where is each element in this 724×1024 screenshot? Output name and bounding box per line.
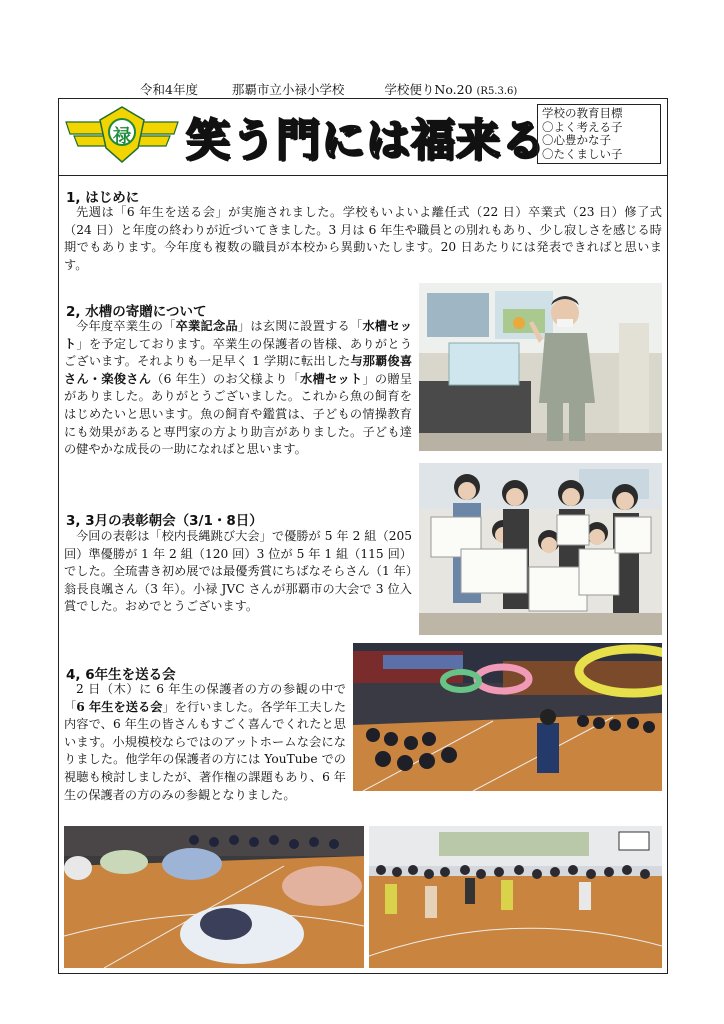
shishi-dance-photo [64,826,364,968]
newsletter-header [140,80,517,98]
intro-paragraph: 先週は「6 年生を送る会」が実施されました。学校もいよいよ離任式（22 日）卒業式（23 日）修了式（24 日）と年度の終わりが近づいてきました。3 月は 6 年生や職員との別れもあり、少し寂しさを感じる時期でもあります。今年度も複数の職員が本校から異動いたします。20 日あたりには発表できればと思います。 [64,205,662,272]
farewell-party-photo [353,643,662,791]
section-heading-intro: 1, はじめに [66,190,140,206]
issue-date: (R5.3.6) [476,86,518,97]
header-divider [58,175,668,176]
section-heading-farewell: 4, 6年生を送る会 [66,667,176,683]
school-name: 那覇市立小禄小学校 [231,82,345,97]
highlight-donor-names: 与那覇俊喜さん・楽俊さん [64,354,413,386]
aquarium-paragraph: 今年度卒業生の「卒業記念品」は玄関に設置する「水槽セット」を予定しております。卒業生の保護者の皆様、ありがとうございます。それよりも一足早く 1 学期に転出した与那覇俊喜さん・楽俊さん（6 年生）のお父様より「水槽セット」の贈呈がありました。ありがとうございました。これから魚の飼育をはじめたいと思います。魚の飼育や鑑賞は、子どもの情操教育にも効果があると専門家の方より助言がありました。子ども達の健やかな成長の一助になればと思います。 [64,319,413,457]
gym-dance-photo [369,826,662,968]
newsletter-number: 学校便りNo.20 [384,82,473,97]
education-goals-box [537,104,661,164]
award-students-photo [419,463,662,635]
farewell-paragraph-top: 2 日（木）に 6 年生の保護者の方の参観の中で「6 年生を送る会」を行いました。各学年工夫した内容で、6 年生の皆さんもすごく喜んでくれたと思います。小規模校ならではのアットホームな会になりました。他学年の保護者の方には YouTube での視聴も検討しましたが、著作権の課題もあり、6 年生の保護者の方のみの参観となりました。 [64,682,347,802]
aquarium-photo [419,283,662,451]
highlight-aquarium-set: 水槽セット [64,319,413,351]
highlight-aquarium-set: 水槽セット [300,371,363,386]
goal-item: 〇たくましい子 [542,146,623,161]
awards-paragraph: 今回の表彰は「校内長縄跳び大会」で優勝が 5 年 2 組（205 回）準優勝が 1 年 2 組（120 回）3 位が 5 年 1 組（115 回）でした。全琉書き初め展では最優秀賞にちばなそらさん（1 年）翁長良颯さん（3 年）。小禄 JVC さんが那覇市の大会で 3 位入賞でした。おめでとうございます。 [64,529,412,614]
goal-item: 〇心豊かな子 [542,133,611,147]
highlight-graduation-gift: 卒業記念品 [175,319,238,333]
section-heading-aquarium: 2, 水槽の寄贈について [66,304,207,320]
page-title: 笑う門には福来る [186,115,546,166]
fiscal-year: 令和4年度 [140,82,198,97]
goal-item: 〇よく考える子 [542,119,623,134]
section-heading-awards: 3, 3月の表彰朝会（3/1・8日） [66,513,263,529]
goals-heading: 学校の教育目標 [542,106,623,120]
logo-character: 禄 [113,126,131,147]
highlight-event-name: 6 年生を送る会 [76,699,163,714]
school-logo [64,104,180,166]
